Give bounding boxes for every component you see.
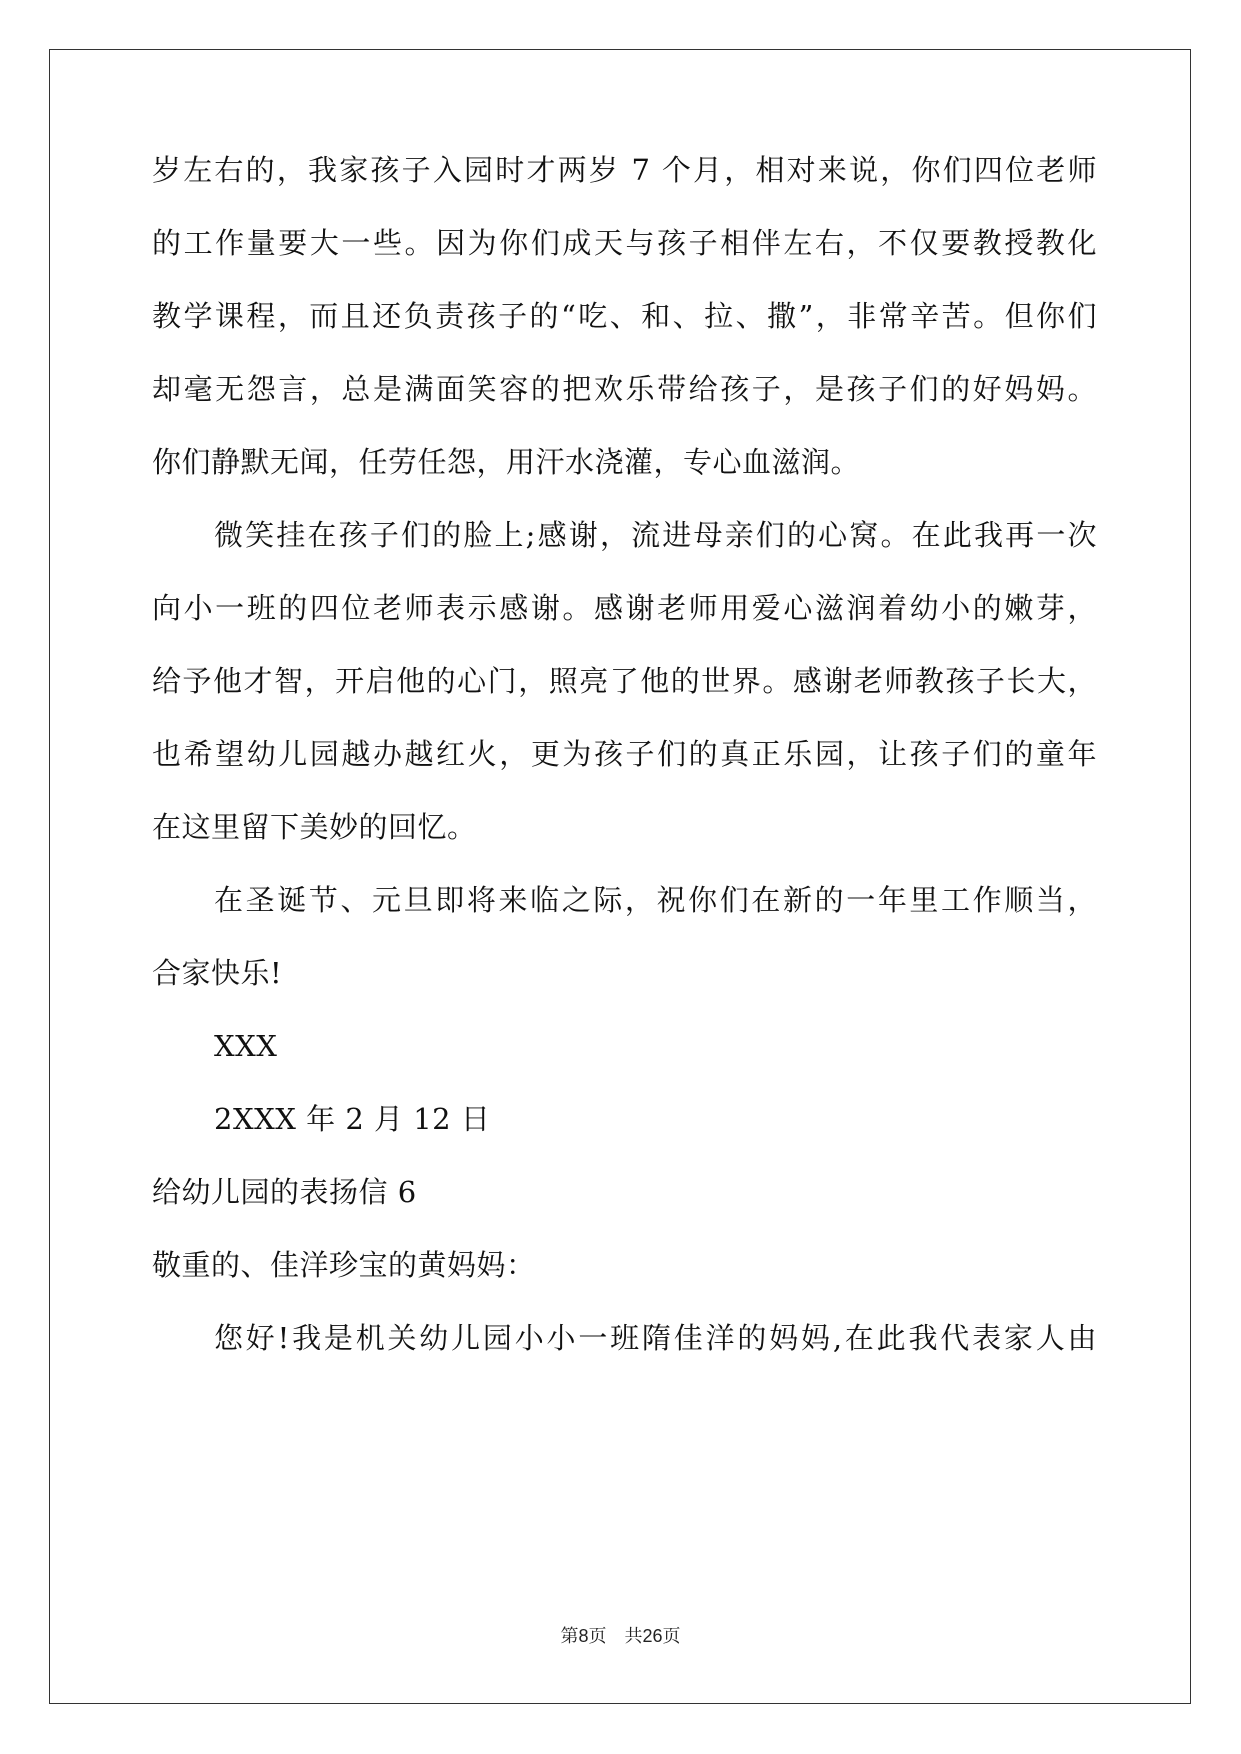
body-text-line: 您好!我是机关幼儿园小小一班隋佳洋的妈妈,在此我代表家人由 — [214, 1321, 1097, 1355]
body-text-line: 给予他才智，开启他的心门，照亮了他的世界。感谢老师教孩子长大， — [152, 664, 1097, 698]
body-text-line: 也希望幼儿园越办越红火，更为孩子们的真正乐园，让孩子们的童年 — [152, 737, 1097, 771]
body-text-line: 向小一班的四位老师表示感谢。感谢老师用爱心滋润着幼小的嫩芽， — [152, 591, 1097, 625]
body-text-line: 合家快乐! — [152, 956, 283, 990]
page-current: 8 — [578, 1626, 589, 1646]
body-text-line: 你们静默无闻，任劳任怨，用汗水浇灌，专心血滋润。 — [152, 445, 861, 479]
body-text-line: 岁左右的，我家孩子入园时才两岁 7 个月，相对来说，你们四位老师 — [152, 153, 1097, 187]
letter-date: 2XXX 年 2 月 12 日 — [214, 1102, 491, 1136]
letter-heading: 给幼儿园的表扬信 6 — [152, 1175, 417, 1209]
page-total: 26 — [642, 1626, 663, 1646]
body-text-line: 教学课程，而且还负责孩子的“吃、和、拉、撒”，非常辛苦。但你们 — [152, 299, 1097, 333]
body-text-line: 却毫无怨言，总是满面笑容的把欢乐带给孩子，是孩子们的好妈妈。 — [152, 372, 1097, 406]
letter-salutation: 敬重的、佳洋珍宝的黄妈妈： — [152, 1248, 536, 1282]
body-text-line: 在圣诞节、元旦即将来临之际，祝你们在新的一年里工作顺当， — [214, 883, 1097, 917]
page-mid: 页 共 — [588, 1626, 643, 1647]
body-text-line: 微笑挂在孩子们的脸上;感谢，流进母亲们的心窝。在此我再一次 — [214, 518, 1097, 552]
body-text-line: 在这里留下美妙的回忆。 — [152, 810, 477, 844]
page-suffix: 页 — [662, 1626, 681, 1647]
signature: XXX — [214, 1029, 278, 1063]
page-number-footer — [0, 1624, 1241, 1649]
body-text-line: 的工作量要大一些。因为你们成天与孩子相伴左右，不仅要教授教化 — [152, 226, 1097, 260]
page-prefix: 第 — [560, 1626, 579, 1647]
